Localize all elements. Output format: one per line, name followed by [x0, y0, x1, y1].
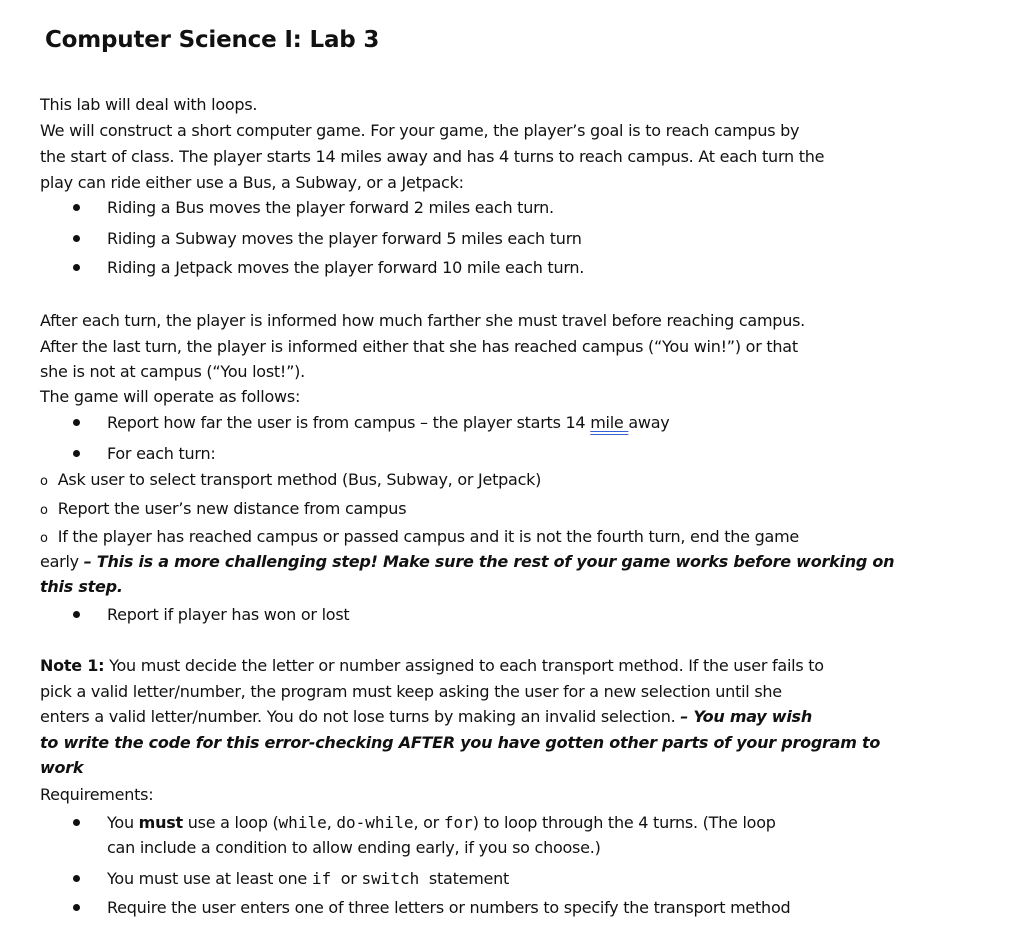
circle-bullet-icon: o — [40, 531, 48, 546]
code-for: for — [443, 813, 473, 832]
sub-item-early: early – This is a more challenging step! Make sure the rest of your game works before working on — [40, 552, 895, 571]
bullet-won-lost: Report if player has won or lost — [107, 605, 350, 624]
spellcheck-word-mile: mile — [590, 413, 629, 432]
sub-item-report-new: o Report the user’s new distance from campus — [40, 498, 406, 522]
report-prefix: Report how far the user is from campus – the player starts 14 — [107, 413, 591, 432]
sub-item-this-step: this step. — [40, 577, 123, 596]
code-do-while: do-while — [336, 813, 414, 832]
page-title: Computer Science I: Lab 3 — [45, 27, 380, 53]
note-line-4: to write the code for this error-checking AFTER you have gotten other parts of your program to — [40, 733, 881, 752]
after-line-3: she is not at campus (“You lost!”). — [40, 362, 305, 381]
bullet-icon — [73, 611, 80, 618]
after-line-1: After each turn, the player is informed how much farther she must travel before reaching campus. — [40, 311, 806, 330]
bullet-icon — [73, 875, 80, 882]
bullet-for-each-turn: For each turn: — [107, 444, 216, 463]
note-label: Note 1: — [40, 656, 105, 675]
requirements-heading: Requirements: — [40, 785, 154, 804]
bullet-icon — [73, 450, 80, 457]
note-line-1: Note 1: You must decide the letter or number assigned to each transport method. If the user fails to — [40, 656, 824, 675]
code-while: while — [278, 813, 327, 832]
bullet-icon — [73, 264, 80, 271]
bullet-icon — [73, 819, 80, 826]
requirement-if-switch: You must use at least one if or switch statement — [107, 869, 510, 888]
after-line-4: The game will operate as follows: — [40, 387, 301, 406]
bullet-icon — [73, 235, 80, 242]
note-line-3: enters a valid letter/number. You do not lose turns by making an invalid selection. – You may wish — [40, 707, 812, 726]
requirement-loop: You must use a loop (while, do-while, or for) to loop through the 4 turns. (The loop — [107, 813, 776, 832]
after-line-2: After the last turn, the player is informed either that she has reached campus (“You win!”) or that — [40, 337, 798, 356]
report-suffix: away — [628, 413, 670, 432]
bullet-bus: Riding a Bus moves the player forward 2 miles each turn. — [107, 198, 554, 217]
bullet-icon — [73, 204, 80, 211]
bullet-jetpack: Riding a Jetpack moves the player forward 10 mile each turn. — [107, 258, 585, 277]
note-line-2: pick a valid letter/number, the program must keep asking the user for a new selection until she — [40, 682, 782, 701]
bullet-icon — [73, 419, 80, 426]
requirement-loop-line-2: can include a condition to allow ending early, if you so choose.) — [107, 838, 601, 857]
intro-line-4: play can ride either use a Bus, a Subway, or a Jetpack: — [40, 173, 464, 192]
challenge-emphasis: – This is a more challenging step! Make sure the rest of your game works before working on — [83, 552, 895, 571]
intro-line-3: the start of class. The player starts 14 miles away and has 4 turns to reach campus. At each turn the — [40, 147, 825, 166]
circle-bullet-icon: o — [40, 503, 48, 518]
code-if: if — [311, 869, 332, 888]
requirement-transport-input: Require the user enters one of three letters or numbers to specify the transport method — [107, 898, 791, 917]
sub-item-if-reached: o If the player has reached campus or passed campus and it is not the fourth turn, end the game — [40, 526, 799, 550]
bullet-report-distance — [107, 412, 670, 434]
sub-item-ask: o Ask user to select transport method (Bus, Subway, or Jetpack) — [40, 469, 541, 493]
bullet-icon — [73, 904, 80, 911]
note-line-5: work — [40, 758, 84, 777]
intro-line-2: We will construct a short computer game. For your game, the player’s goal is to reach campus by — [40, 121, 800, 140]
circle-bullet-icon: o — [40, 474, 48, 489]
code-switch: switch — [361, 869, 420, 888]
intro-line-1: This lab will deal with loops. — [40, 95, 258, 114]
bullet-subway: Riding a Subway moves the player forward 5 miles each turn — [107, 229, 582, 248]
